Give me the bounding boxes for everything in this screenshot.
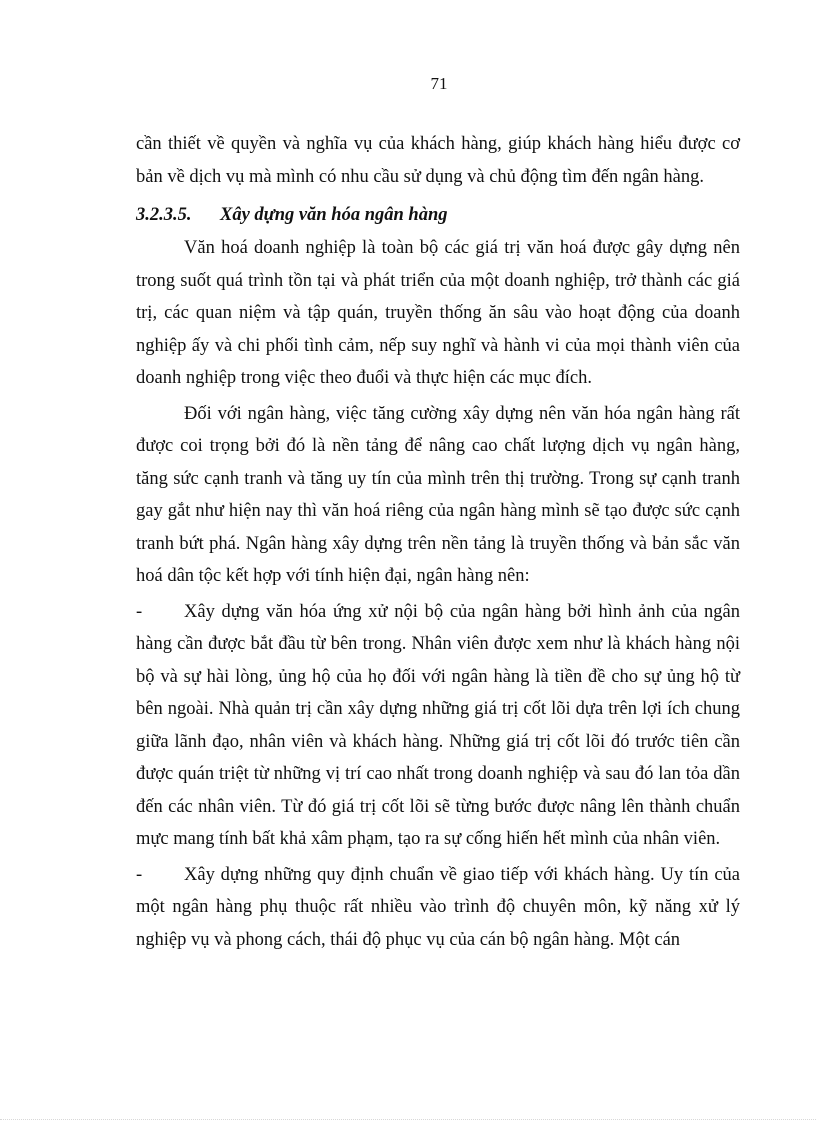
bullet-item [136, 859, 740, 957]
continuation-paragraph: cần thiết về quyền và nghĩa vụ của khách hàng, giúp khách hàng hiểu được cơ bản về dịch vụ mà mình có nhu cầu sử dụng và chủ động tìm đến ngân hàng. [136, 134, 740, 187]
continuation-block [136, 128, 740, 193]
page-bottom-rule [0, 1119, 816, 1120]
bullet-text: Xây dựng những quy định chuẩn về giao tiếp với khách hàng. Uy tín của một ngân hàng phụ thuộc rất nhiều vào trình độ chuyên môn, kỹ năng xử lý nghiệp vụ và phong cách, thái độ phục vụ của cán bộ ngân hàng. Một cán [136, 864, 740, 950]
paragraph-culture-definition: Văn hoá doanh nghiệp là toàn bộ các giá trị văn hoá được gây dựng nên trong suốt quá trình tồn tại và phát triển của một doanh nghiệp, trở thành các giá trị, các quan niệm và tập quán, truyền thống ăn sâu vào hoạt động của doanh nghiệp ấy và chi phối tình cảm, nếp suy nghĩ và hành vi của mọi thành viên của doanh nghiệp trong việc theo đuổi và thực hiện các mục đích. [136, 238, 740, 388]
bullet-marker: - [136, 601, 143, 622]
bullet-text: Xây dựng văn hóa ứng xử nội bộ của ngân hàng bởi hình ảnh của ngân hàng cần được bắt đầu từ bên trong. Nhân viên được xem như là khách hàng nội bộ và sự hài lòng, ủng hộ của họ đối với ngân hàng là tiền đề cho sự ủng hộ từ bên ngoài. Nhà quản trị cần xây dựng những giá trị cốt lõi dựa trên lợi ích chung giữa lãnh đạo, nhân viên và khách hàng. Những giá trị cốt lõi đó trước tiên cần được quán triệt từ những vị trí cao nhất trong doanh nghiệp và sau đó lan tỏa dần đến các nhân viên. Từ đó giá trị cốt lõi sẽ từng bước được nâng lên thành chuẩn mực mang tính bất khả xâm phạm, tạo ra sự cống hiến hết mình của nhân viên. [136, 601, 740, 849]
paragraph-bank-culture: Đối với ngân hàng, việc tăng cường xây dựng nên văn hóa ngân hàng rất được coi trọng bởi đó là nền tảng để nâng cao chất lượng dịch vụ ngân hàng, tăng sức cạnh tranh và tăng uy tín của mình trên thị trường. Trong sự cạnh tranh gay gắt như hiện nay thì văn hoá riêng của ngân hàng mình sẽ tạo được sức cạnh tranh bứt phá. Ngân hàng xây dựng trên nền tảng là truyền thống và bản sắc văn hoá dân tộc kết hợp với tính hiện đại, ngân hàng nên: [136, 403, 740, 586]
bullet-marker: - [136, 864, 143, 885]
section-heading [136, 199, 448, 231]
page-number: 71 [430, 74, 448, 93]
section-number: 3.2.3.5. [136, 205, 192, 225]
bullet-item [136, 596, 740, 856]
body-block [136, 232, 740, 956]
section-title: Xây dựng văn hóa ngân hàng [220, 205, 448, 225]
